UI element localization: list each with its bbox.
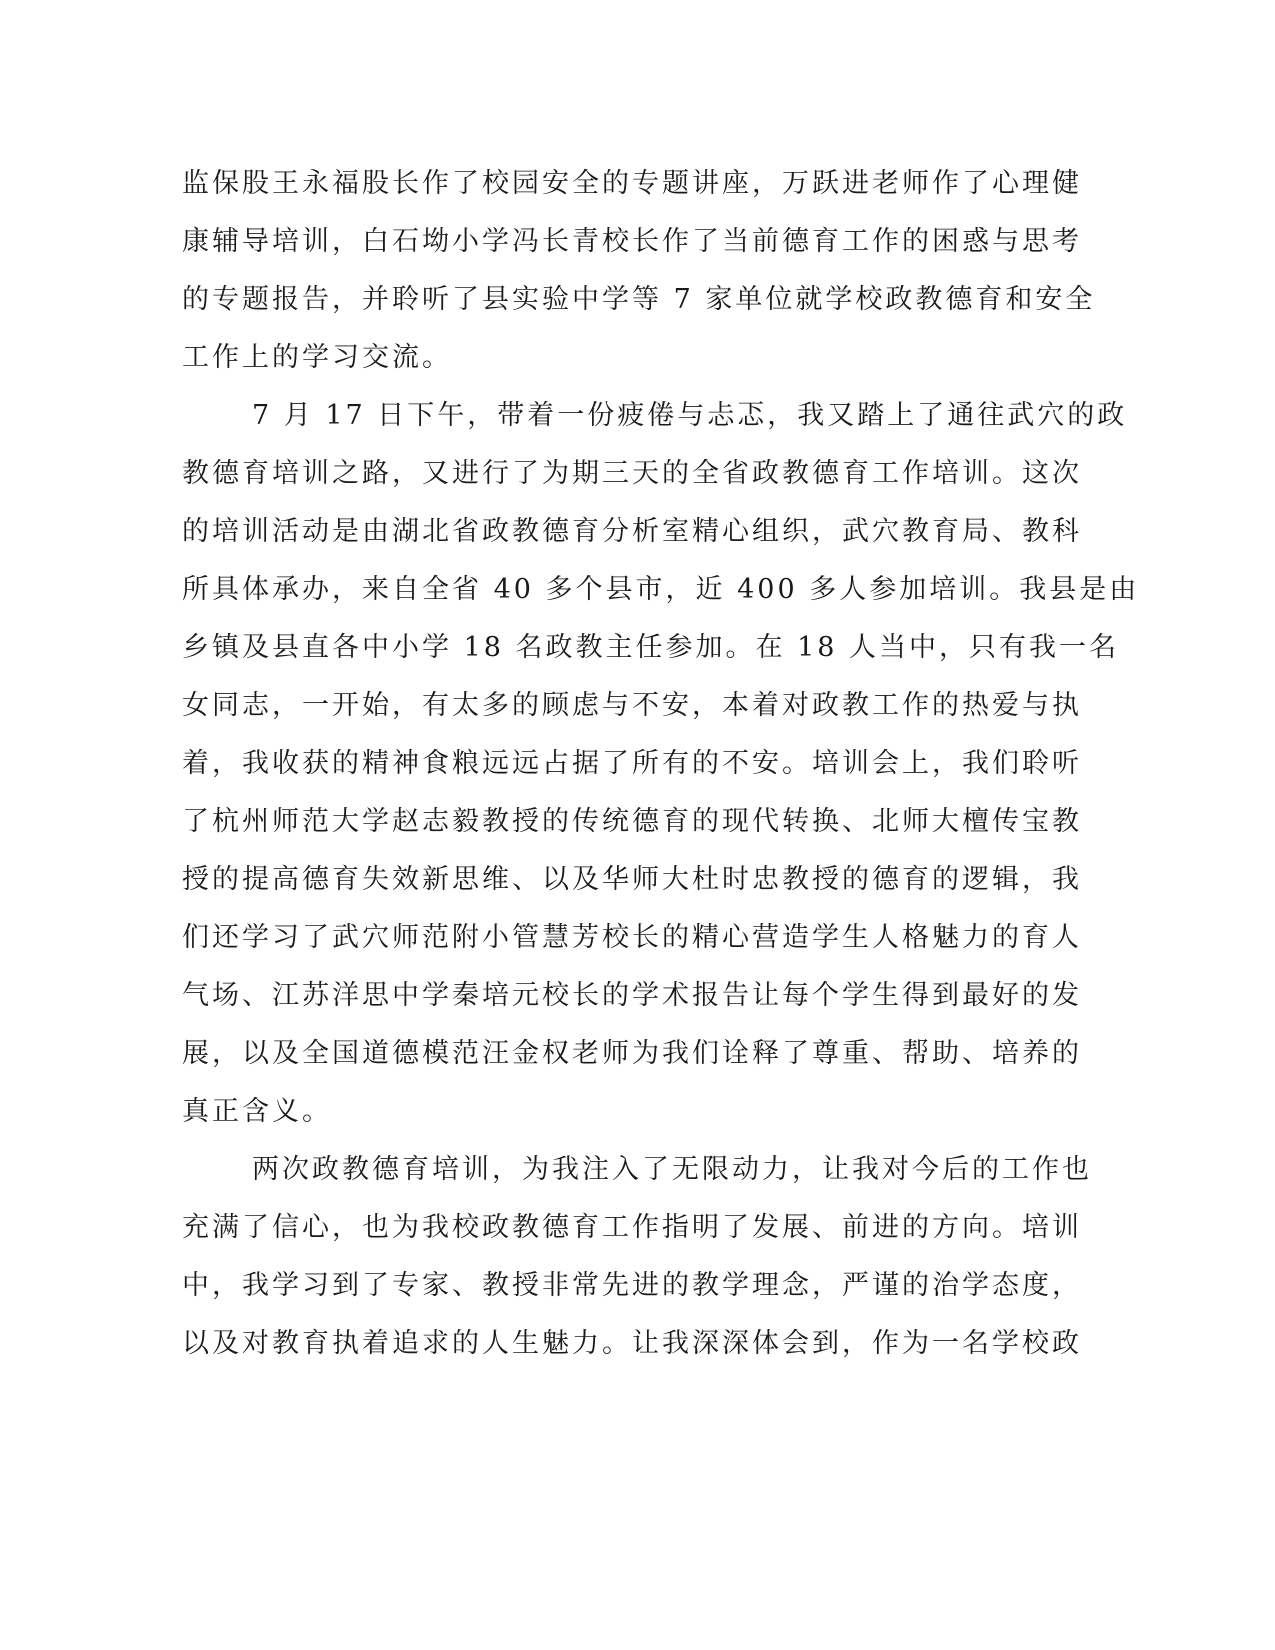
paragraph-first-line: 两次政教德育培训，为我注入了无限动力，让我对今后的工作也: [252, 1154, 1092, 1185]
text-line: 教德育培训之路，又进行了为期三天的全省政教德育工作培训。这次: [182, 458, 1082, 489]
text-line: 监保股王永福股长作了校园安全的专题讲座，万跃进老师作了心理健: [182, 168, 1082, 199]
text-line: 乡镇及县直各中小学 18 名政教主任参加。在 18 人当中，只有我一名: [182, 632, 1120, 663]
text-line: 展，以及全国道德模范汪金权老师为我们诠释了尊重、帮助、培养的: [182, 1038, 1082, 1069]
body-text: [182, 155, 1140, 1373]
text-line: 的专题报告，并聆听了县实验中学等 7 家单位就学校政教德育和安全: [182, 284, 1096, 315]
text-line: 所具体承办，来自全省 40 多个县市，近 400 多人参加培训。我县是由: [182, 574, 1140, 605]
text-line: 女同志，一开始，有太多的顾虑与不安，本着对政教工作的热爱与执: [182, 690, 1082, 721]
text-line: 康辅导培训，白石坳小学冯长青校长作了当前德育工作的困惑与思考: [182, 226, 1082, 257]
text-line: 们还学习了武穴师范附小管慧芳校长的精心营造学生人格魅力的育人: [182, 922, 1082, 953]
text-line: 的培训活动是由湖北省政教德育分析室精心组织，武穴教育局、教科: [182, 516, 1082, 547]
text-line: 工作上的学习交流。: [182, 342, 452, 373]
text-line: 授的提高德育失效新思维、以及华师大杜时忠教授的德育的逻辑，我: [182, 864, 1082, 895]
text-line: 中，我学习到了专家、教授非常先进的教学理念，严谨的治学态度，: [182, 1270, 1082, 1301]
text-line: 充满了信心，也为我校政教德育工作指明了发展、前进的方向。培训: [182, 1212, 1082, 1243]
text-line: 以及对教育执着追求的人生魅力。让我深深体会到，作为一名学校政: [182, 1328, 1082, 1359]
text-line: 了杭州师范大学赵志毅教授的传统德育的现代转换、北师大檀传宝教: [182, 806, 1082, 837]
text-line: 气场、江苏洋思中学秦培元校长的学术报告让每个学生得到最好的发: [182, 980, 1082, 1011]
paragraph-first-line: 7 月 17 日下午，带着一份疲倦与忐忑，我又踏上了通往武穴的政: [252, 400, 1128, 431]
text-line: 着，我收获的精神食粮远远占据了所有的不安。培训会上，我们聆听: [182, 748, 1082, 779]
text-line: 真正含义。: [182, 1096, 332, 1127]
